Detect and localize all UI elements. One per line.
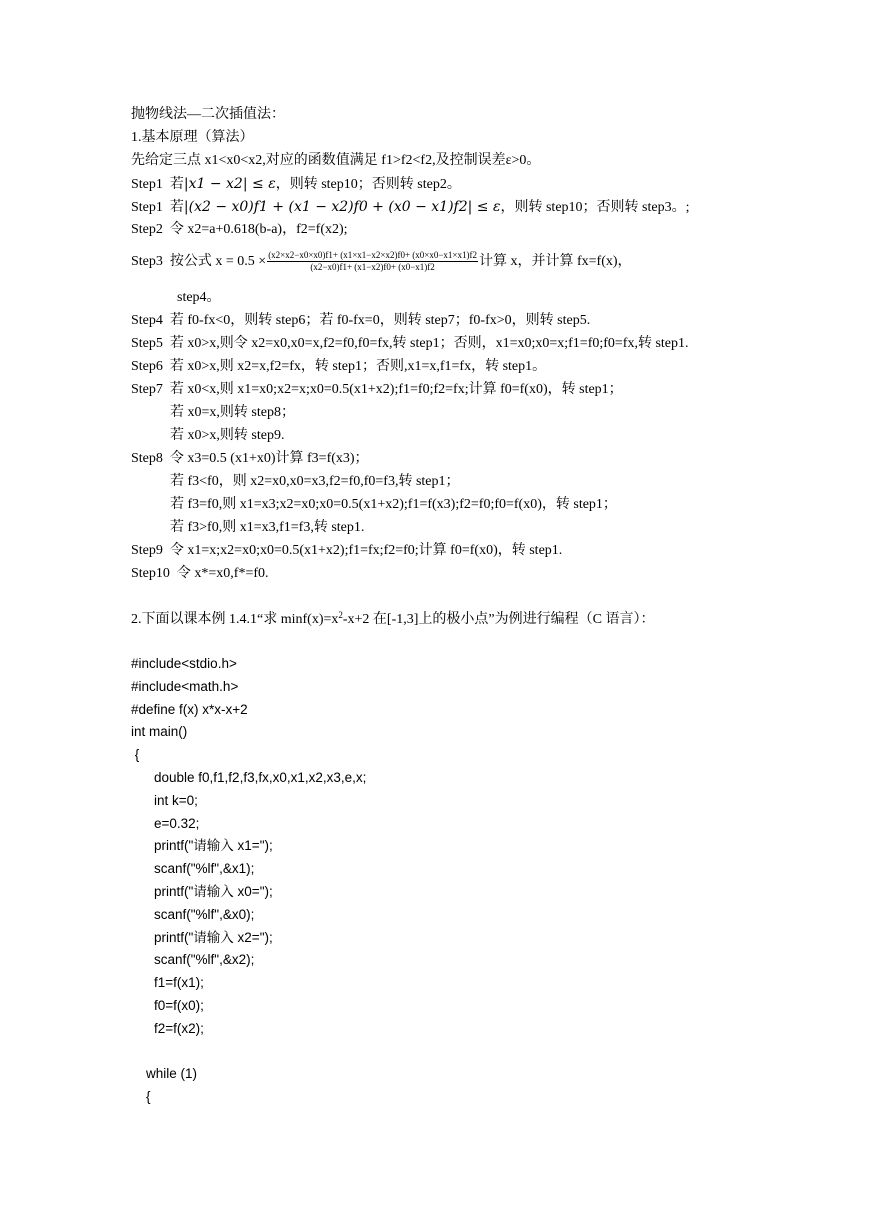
code-line: int main() bbox=[131, 724, 188, 739]
section2-text: 2.下面以课本例 1.4.1“求 minf(x)=x bbox=[131, 612, 339, 627]
step-text: ，则转 step10；否则转 step3。; bbox=[500, 200, 690, 215]
code-line: { bbox=[146, 1089, 151, 1104]
step-text: 计算 x，并计算 fx=f(x)， bbox=[479, 254, 632, 269]
code-line: #include<math.h> bbox=[131, 679, 239, 694]
step1a-line bbox=[131, 174, 461, 195]
code-line: e=0.32; bbox=[154, 816, 200, 831]
step-text: 按公式 x = 0.5 × bbox=[169, 254, 267, 269]
document-heading: 抛物线法—二次插值法： bbox=[131, 107, 285, 122]
step-text: 若 f0-fx<0，则转 step6；若 f0-fx=0，则转 step7；f0-fx>0，则转 step5. bbox=[169, 313, 591, 328]
step4-line bbox=[131, 311, 590, 331]
step8-sub1: 若 f3<f0，则 x2=x0,x0=x3,f2=f0,f0=f3,转 step1； bbox=[170, 474, 460, 489]
step3-continuation: step4。 bbox=[177, 290, 221, 305]
code-line: f0=f(x0); bbox=[154, 998, 204, 1013]
step-text: 若 x0<x,则 x1=x0;x2=x;x0=0.5(x1+x2);f1=f0;f2=fx;计算 f0=f(x0)，转 step1； bbox=[169, 382, 623, 397]
step5-line bbox=[131, 334, 689, 354]
step-label: Step3 bbox=[131, 254, 163, 269]
step-label: Step1 bbox=[131, 200, 163, 215]
step9-line bbox=[131, 541, 562, 561]
step10-line bbox=[131, 564, 269, 584]
step7-sub1: 若 x0=x,则转 step8； bbox=[170, 405, 295, 420]
step-label: Step5 bbox=[131, 336, 163, 351]
code-line: printf("请输入 x1="); bbox=[154, 838, 273, 853]
code-line: scanf("%lf",&x0); bbox=[154, 907, 255, 922]
code-line: f2=f(x2); bbox=[154, 1021, 204, 1036]
step-label: Step8 bbox=[131, 451, 163, 466]
code-line: int k=0; bbox=[154, 793, 198, 808]
step2-line bbox=[131, 220, 348, 240]
code-line: #define f(x) x*x-x+2 bbox=[131, 702, 248, 717]
code-line: double f0,f1,f2,f3,fx,x0,x1,x2,x3,e,x; bbox=[154, 770, 367, 785]
step-text: 令 x1=x;x2=x0;x0=0.5(x1+x2);f1=fx;f2=f0;计算 f0=f(x0)，转 step1. bbox=[169, 543, 563, 558]
step3-fraction bbox=[267, 250, 478, 273]
step-formula: |(x2 − x0)f1 + (x1 − x2)f0 + (x0 − x1)f2| ≤ ε bbox=[183, 199, 501, 215]
fraction-denominator: (x2−x0)f1+ (x1−x2)f0+ (x0−x1)f2 bbox=[310, 262, 435, 273]
code-line: while (1) bbox=[146, 1066, 198, 1081]
step7-line bbox=[131, 380, 623, 400]
step3-line bbox=[131, 250, 632, 274]
section2-title bbox=[131, 610, 654, 630]
step-text: 若 bbox=[169, 177, 184, 192]
intro-text: 先给定三点 x1<x0<x2,对应的函数值满足 f1>f2<f2,及控制误差ε>0。 bbox=[131, 153, 541, 168]
code-line: printf("请输入 x0="); bbox=[154, 884, 273, 899]
superscript: 2 bbox=[338, 610, 343, 620]
step-text: 若 bbox=[169, 200, 184, 215]
step6-line bbox=[131, 357, 546, 377]
code-line: scanf("%lf",&x2); bbox=[154, 952, 255, 967]
code-line: { bbox=[131, 747, 140, 762]
step-label: Step2 bbox=[131, 222, 163, 237]
step-text: 令 x*=x0,f*=f0. bbox=[176, 566, 269, 581]
section-title: 1.基本原理（算法） bbox=[131, 130, 254, 145]
step-label: Step7 bbox=[131, 382, 163, 397]
step-label: Step6 bbox=[131, 359, 163, 374]
step8-sub2: 若 f3=f0,则 x1=x3;x2=x0;x0=0.5(x1+x2);f1=f(x3);f2=f0;f0=f(x0)，转 step1； bbox=[170, 497, 617, 512]
fraction-numerator: (x2×x2−x0×x0)f1+ (x1×x1−x2×x2)f0+ (x0×x0−x1×x1)f2 bbox=[268, 250, 477, 261]
step-label: Step4 bbox=[131, 313, 163, 328]
step-text: ，则转 step10；否则转 step2。 bbox=[275, 177, 461, 192]
step-formula: |x1 − x2| ≤ ε bbox=[183, 176, 276, 192]
code-line: #include<stdio.h> bbox=[131, 656, 237, 671]
step-label: Step1 bbox=[131, 177, 163, 192]
step8-sub3: 若 f3>f0,则 x1=x3,f1=f3,转 step1. bbox=[170, 520, 365, 535]
step-text: 令 x2=a+0.618(b-a)，f2=f(x2); bbox=[169, 222, 348, 237]
step-label: Step10 bbox=[131, 566, 170, 581]
step-text: 若 x0>x,则令 x2=x0,x0=x,f2=f0,f0=fx,转 step1；否则，x1=x0;x0=x;f1=f0;f0=fx,转 step1. bbox=[169, 336, 689, 351]
section2-text: -x+2 在[-1,3]上的极小点”为例进行编程（C 语言）： bbox=[342, 612, 655, 627]
step-text: 若 x0>x,则 x2=x,f2=fx，转 step1；否则,x1=x,f1=fx，转 step1。 bbox=[169, 359, 547, 374]
step-label: Step9 bbox=[131, 543, 163, 558]
step7-sub2: 若 x0>x,则转 step9. bbox=[170, 428, 285, 443]
code-line: scanf("%lf",&x1); bbox=[154, 861, 255, 876]
step-text: 令 x3=0.5 (x1+x0)计算 f3=f(x3)； bbox=[169, 451, 369, 466]
code-line: printf("请输入 x2="); bbox=[154, 930, 273, 945]
step1b-line bbox=[131, 197, 689, 218]
code-line: f1=f(x1); bbox=[154, 975, 204, 990]
step8-line bbox=[131, 449, 369, 469]
